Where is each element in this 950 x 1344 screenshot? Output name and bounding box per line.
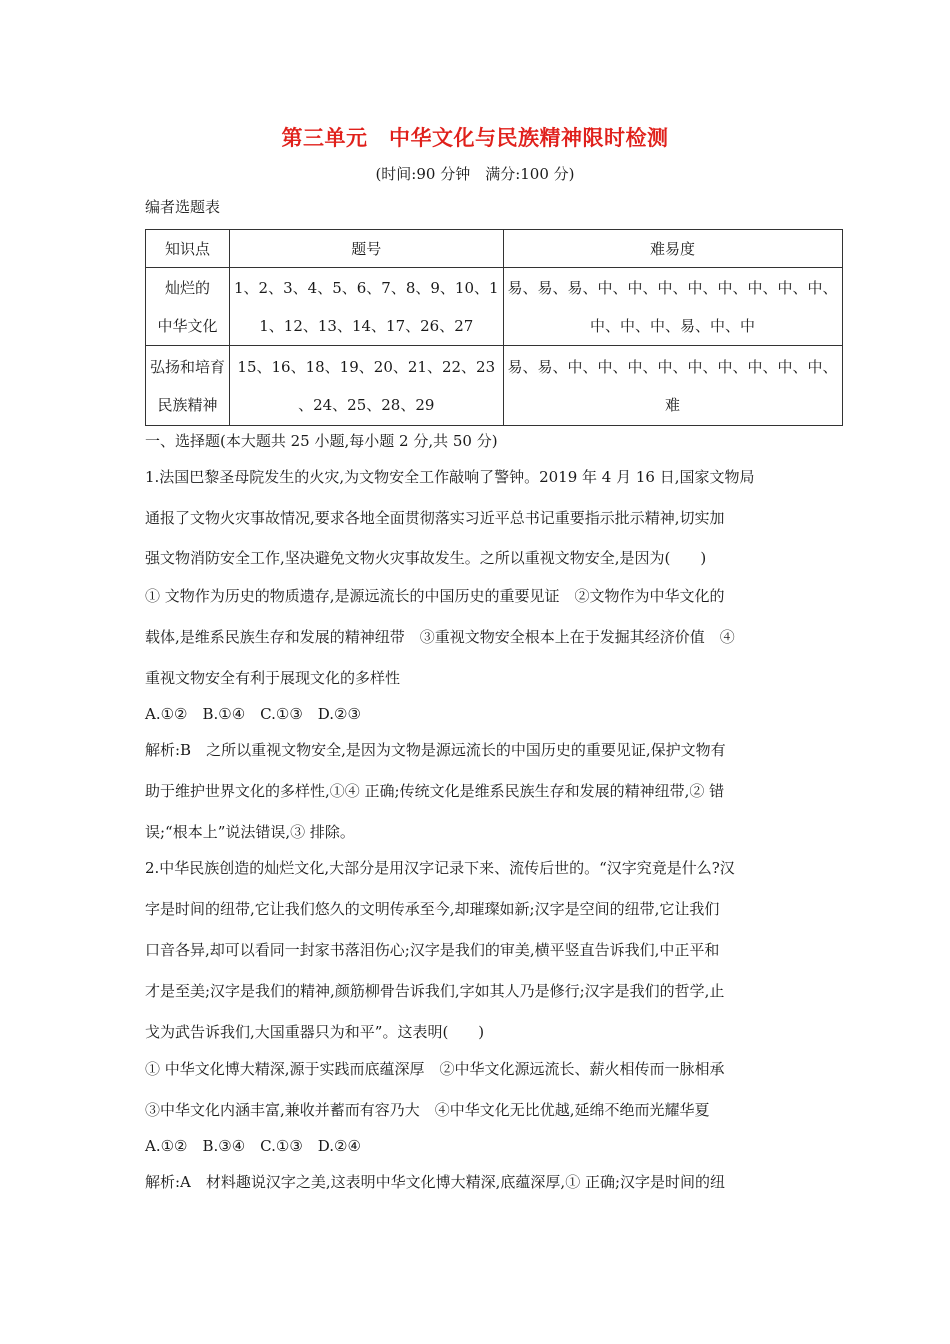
exam-info: (时间:90 分钟 满分:100 分) bbox=[375, 165, 575, 183]
question-1-analysis: 误;“根本上”说法错误,③ 排除。 bbox=[145, 823, 355, 841]
topic-cell bbox=[146, 268, 230, 346]
question-1-statement: ① 文物作为历史的物质遗存,是源远流长的中国历史的重要见证 ②文物作为中华文化的 bbox=[145, 587, 725, 605]
difficulty-cell bbox=[503, 346, 842, 426]
numbers-line: 1、12、13、14、17、26、27 bbox=[259, 316, 474, 335]
difficulty-line: 易、易、中、中、中、中、中、中、中、中、中、 bbox=[507, 357, 838, 376]
page-title: 第三单元 中华文化与民族精神限时检测 bbox=[281, 125, 669, 150]
numbers-cell bbox=[230, 268, 504, 346]
table-row bbox=[146, 268, 843, 346]
table-row bbox=[146, 346, 843, 426]
difficulty-line: 难 bbox=[665, 395, 681, 414]
header-numbers: 题号 bbox=[230, 230, 504, 268]
question-2-analysis: 解析:A 材料趣说汉字之美,这表明中华文化博大精深,底蕴深厚,① 正确;汉字是时间的纽 bbox=[145, 1173, 726, 1191]
topic-line: 中华文化 bbox=[157, 316, 218, 335]
question-1-analysis: 解析:B 之所以重视文物安全,是因为文物是源远流长的中国历史的重要见证,保护文物有 bbox=[145, 741, 726, 759]
question-2-options: A.①② B.③④ C.①③ D.②④ bbox=[145, 1137, 361, 1155]
question-1-options: A.①② B.①④ C.①③ D.②③ bbox=[145, 705, 361, 723]
numbers-line: 1、2、3、4、5、6、7、8、9、10、1 bbox=[234, 278, 499, 297]
question-2-stem: 字是时间的纽带,它让我们悠久的文明传承至今,却璀璨如新;汉字是空间的纽带,它让我们 bbox=[145, 900, 720, 918]
topic-line: 民族精神 bbox=[157, 395, 218, 414]
question-2-stem: 才是至美;汉字是我们的精神,颜筋柳骨告诉我们,字如其人乃是修行;汉字是我们的哲学,止 bbox=[145, 982, 725, 1000]
question-2-stem: 口音各异,却可以看同一封家书落泪伤心;汉字是我们的审美,横平竖直告诉我们,中正平和 bbox=[145, 941, 720, 959]
numbers-line: 、24、25、28、29 bbox=[298, 395, 435, 414]
difficulty-cell bbox=[503, 268, 842, 346]
selection-table bbox=[145, 229, 843, 426]
difficulty-line: 中、中、中、易、中、中 bbox=[590, 316, 756, 335]
numbers-cell bbox=[230, 346, 504, 426]
question-2-statement: ③中华文化内涵丰富,兼收并蓄而有容乃大 ④中华文化无比优越,延绵不绝而光耀华夏 bbox=[145, 1101, 710, 1119]
table-caption: 编者选题表 bbox=[145, 198, 221, 216]
topic-cell bbox=[146, 346, 230, 426]
question-2-stem: 戈为武告诉我们,大国重器只为和平”。这表明( ) bbox=[145, 1023, 485, 1041]
question-2-stem: 2.中华民族创造的灿烂文化,大部分是用汉字记录下来、流传后世的。“汉字究竟是什么?汉 bbox=[145, 859, 735, 877]
section-heading: 一、选择题(本大题共 25 小题,每小题 2 分,共 50 分) bbox=[145, 432, 498, 450]
question-1-stem: 1.法国巴黎圣母院发生的火灾,为文物安全工作敲响了警钟。2019 年 4 月 16 日,国家文物局 bbox=[145, 468, 755, 486]
difficulty-line: 易、易、易、中、中、中、中、中、中、中、中、 bbox=[507, 278, 838, 297]
table-header-row bbox=[146, 230, 843, 268]
question-1-stem: 强文物消防安全工作,坚决避免文物火灾事故发生。之所以重视文物安全,是因为( ) bbox=[145, 549, 707, 567]
topic-line: 灿烂的 bbox=[165, 278, 211, 297]
header-topic: 知识点 bbox=[146, 230, 230, 268]
question-1-statement: 载体,是维系民族生存和发展的精神纽带 ③重视文物安全根本上在于发掘其经济价值 ④ bbox=[145, 628, 735, 646]
question-2-statement: ① 中华文化博大精深,源于实践而底蕴深厚 ②中华文化源远流长、薪火相传而一脉相承 bbox=[145, 1060, 725, 1078]
question-1-analysis: 助于维护世界文化的多样性,①④ 正确;传统文化是维系民族生存和发展的精神纽带,② 错 bbox=[145, 782, 725, 800]
header-difficulty: 难易度 bbox=[503, 230, 842, 268]
question-1-statement: 重视文物安全有利于展现文化的多样性 bbox=[145, 669, 401, 687]
question-1-stem: 通报了文物火灾事故情况,要求各地全面贯彻落实习近平总书记重要指示批示精神,切实加 bbox=[145, 509, 725, 527]
topic-line: 弘扬和培育 bbox=[150, 357, 226, 376]
numbers-line: 15、16、18、19、20、21、22、23 bbox=[237, 357, 496, 376]
